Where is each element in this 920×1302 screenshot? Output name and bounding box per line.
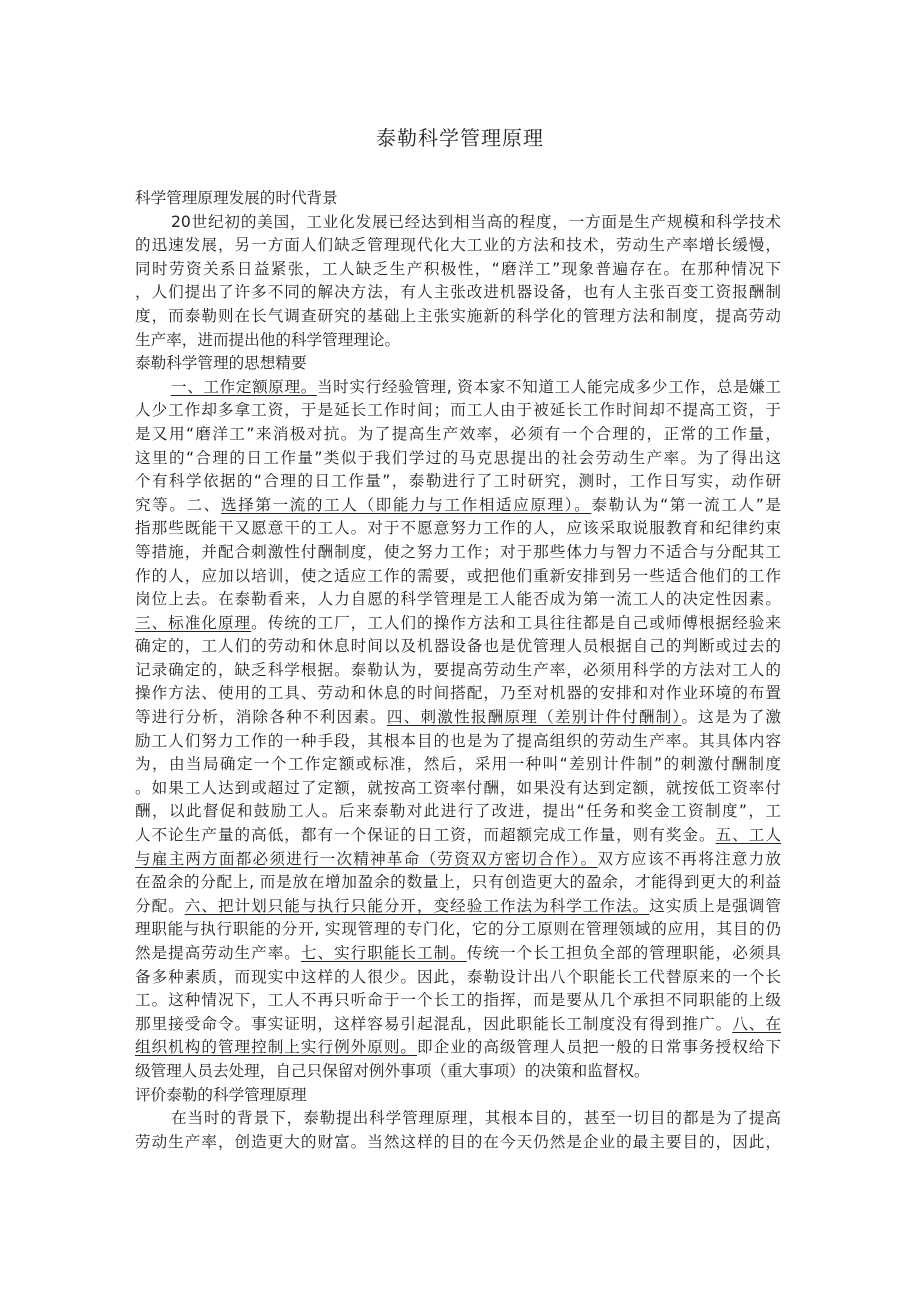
- text-span: 泰勒认为“第一流工人”是: [591, 495, 781, 514]
- text-span: ，人们提出了许多不同的解决方法，有人主张改进机器设备，也有人主张百变工资报酬制: [135, 283, 781, 302]
- paragraph: [135, 211, 781, 353]
- underlined-principle: 选择第一流的工人（即能力与工作相适应原理）。: [220, 495, 592, 514]
- text-span: 等措施，并配合刺激性付酬制度，使之努力工作；对于那些体力与智力不适合与分配其工: [135, 542, 781, 561]
- text-span: 个有科学依据的“合理的日工作量”，泰勒进行了工时研究，测时，工作日写实，动作研: [135, 472, 781, 491]
- document-body: [135, 187, 781, 1154]
- text-span: 励工人们努力工作的一种手段，其根本目的也是为了提高组织的劳动生产率。其具体内容: [135, 731, 781, 750]
- text-span: 劳动生产率，创造更大的财富。当然这样的目的在今天仍然是企业的最主要目的，因此，: [135, 1132, 781, 1151]
- text-span: 工。这种情况下，工人不再只听命于一个长工的指挥，而是要从几个承担不同职能的上级: [135, 991, 781, 1010]
- text-line: [135, 1036, 781, 1060]
- text-span: 操作方法、使用的工具、劳动和休息的时间搭配，乃至对机器的安排和对作业环境的布置: [135, 684, 781, 703]
- text-line: [135, 1131, 781, 1155]
- text-line: [135, 305, 781, 329]
- text-span: 的迅速发展，另一方面人们缺乏管理现代化大工业的方法和技术，劳动生产率增长缓慢，: [135, 236, 781, 255]
- section-heading: [135, 1084, 781, 1108]
- text-span: 然是提高劳动生产率。: [135, 944, 301, 962]
- text-span: 等进行分析，消除各种不利因素。: [135, 708, 387, 727]
- text-span: 20世纪初的美国，工业化发展已经达到相当高的程度，一方面是生产规模和科学技术: [171, 212, 781, 231]
- text-line: [135, 211, 781, 235]
- text-span: 在盈余的分配上, 而是放在增加盈余的数量上，只有创造更大的盈余，才能得到更大的利益: [135, 873, 781, 892]
- text-span: 评价泰勒的科学管理原理: [135, 1085, 307, 1104]
- text-span: 究等。二、: [135, 495, 221, 514]
- text-span: 备多种素质，而现实中这样的人很少。因此，泰勒设计出八个职能长工代替原来的一个长: [135, 967, 781, 986]
- text-line: [135, 918, 781, 942]
- text-line: [135, 942, 781, 966]
- text-line: [135, 399, 781, 423]
- text-line: [135, 895, 781, 919]
- text-span: 传统一个长工担负全部的管理职能，必须具: [466, 944, 781, 962]
- text-span: 确定的，工人们的劳动和休息时间以及机器设备也是优管理人员根据自己的判断或过去的: [135, 637, 781, 656]
- text-span: 人少工作却多拿工资，于是延长工作时间；而工人由于被延长工作时间却不提高工资，于: [135, 401, 781, 420]
- text-line: [135, 848, 781, 872]
- text-span: 生产率，进而提出他的科学管理理论。: [135, 330, 401, 349]
- text-span: 为，由当局确定一个工作定额或标准，然后，采用一种叫“差别计件制”的刺激付酬制度: [135, 755, 781, 774]
- text-line: [135, 541, 781, 565]
- document-title: 泰勒科学管理原理: [376, 126, 544, 150]
- text-line: [135, 730, 781, 754]
- underlined-principle: 六、把计划只能与执行只能分开，变经验工作法为科学工作法。: [184, 896, 650, 915]
- section-heading: [135, 352, 781, 376]
- text-span: 这实质上是强调管: [649, 896, 781, 915]
- text-line: [135, 682, 781, 706]
- text-line: [135, 706, 781, 730]
- text-line: [135, 447, 781, 471]
- underlined-principle: 一、工作定额原理。: [171, 377, 317, 396]
- section-heading: [135, 187, 781, 211]
- text-line: [135, 1084, 781, 1108]
- text-line: [135, 1013, 781, 1037]
- text-span: 那里接受命令。事实证明，这样容易引起混乱，因此职能长工制度没有得到推广。: [135, 1014, 733, 1033]
- text-line: [135, 1060, 781, 1084]
- text-span: 同时劳资关系日益紧张，工人缺乏生产积极性，“磨洋工”现象普遍存在。在那种情况下: [135, 259, 781, 278]
- text-line: [135, 470, 781, 494]
- text-line: [135, 187, 781, 211]
- underlined-principle: 七、实行职能长工制。: [300, 944, 467, 962]
- text-line: [135, 966, 781, 990]
- text-span: 即企业的高级管理人员把一般的日常事务授权给下: [417, 1038, 781, 1057]
- underlined-principle: 三、标准化原理: [135, 613, 252, 632]
- text-line: [135, 588, 781, 612]
- text-span: 。这是为了激: [681, 708, 781, 727]
- text-line: [135, 352, 781, 376]
- text-span: 在当时的背景下，泰勒提出科学管理原理，其根本目的，甚至一切目的都是为了提高: [171, 1109, 781, 1128]
- text-span: 是又用“磨洋工”来消极对抗。为了提高生产效率，必须有一个合理的，正常的工作量，: [135, 424, 781, 443]
- text-line: [135, 517, 781, 541]
- text-line: [135, 612, 781, 636]
- text-span: 当时实行经验管理, 资本家不知道工人能完成多少工作，总是嫌工: [316, 377, 781, 396]
- text-line: [135, 989, 781, 1013]
- text-line: [135, 871, 781, 895]
- text-line: [135, 258, 781, 282]
- text-span: 这里的“合理的日工作量”类似于我们学过的马克思提出的社会劳动生产率。为了得出这: [135, 448, 781, 467]
- text-line: [135, 1107, 781, 1131]
- underlined-principle: 四、刺激性报酬原理（差别计件付酬制）: [386, 708, 682, 727]
- text-line: [135, 565, 781, 589]
- text-line: [135, 423, 781, 447]
- underlined-principle: 五、工人: [715, 826, 781, 845]
- text-span: 科学管理原理发展的时代背景: [135, 189, 338, 207]
- text-line: [135, 800, 781, 824]
- text-line: [135, 824, 781, 848]
- text-span: 岗位上去。在泰勒看来，人力自愿的科学管理是工人能否成为第一流工人的决定性因素。: [135, 590, 781, 609]
- text-line: [135, 494, 781, 518]
- text-line: [135, 234, 781, 258]
- underlined-principle: 与雇主两方面都必须进行一次精神革命（劳资双方密切合作）。: [135, 849, 598, 868]
- underlined-principle: 八、在: [732, 1014, 781, 1033]
- text-line: [135, 281, 781, 305]
- underlined-principle: 组织机构的管理控制上实行例外原则。: [135, 1038, 418, 1057]
- text-span: 分配。: [135, 896, 185, 915]
- paragraph: [135, 1107, 781, 1154]
- text-span: 理职能与执行职能的分开, 实现管理的专门化，它的分工原则在管理领域的应用，其目的仍: [135, 920, 781, 939]
- text-line: [135, 777, 781, 801]
- text-span: 。如果工人达到或超过了定额，就按高工资率付酬，如果没有达到定额，就按低工资率付: [135, 778, 781, 797]
- text-line: [135, 753, 781, 777]
- paragraph: [135, 376, 781, 1084]
- text-line: [135, 635, 781, 659]
- text-span: 指那些既能干又愿意干的工人。对于不愿意努力工作的人，应该采取说服教育和纪律约束: [135, 519, 781, 538]
- text-line: [135, 659, 781, 683]
- text-span: 记录确定的，缺乏科学根据。泰勒认为，要提高劳动生产率，必须用科学的方法对工人的: [135, 660, 781, 679]
- text-span: 双方应该不再将注意力放: [597, 849, 781, 868]
- text-span: 泰勒科学管理的思想精要: [135, 354, 307, 373]
- text-line: [135, 329, 781, 353]
- text-span: 。传统的工厂，工人们的操作方法和工具往往都是自己或师傅根据经验来: [251, 613, 781, 632]
- text-span: 人不论生产量的高低，都有一个保证的日工资，而超额完成工作量，则有奖金。: [135, 826, 716, 845]
- text-line: [135, 376, 781, 400]
- text-span: 级管理人员去处理，自己只保留对例外事项（重大事项）的决策和监督权。: [135, 1061, 650, 1080]
- text-span: 度，而泰勒则在长气调查研究的基础上主张实施新的科学化的管理方法和制度，提高劳动: [135, 306, 781, 325]
- text-span: 酬，以此督促和鼓励工人。后来泰勒对此进行了改进，提出“任务和奖金工资制度”，工: [135, 802, 781, 821]
- text-span: 作的人，应加以培训，使之适应工作的需要，或把他们重新安排到另一些适合他们的工作: [135, 566, 781, 585]
